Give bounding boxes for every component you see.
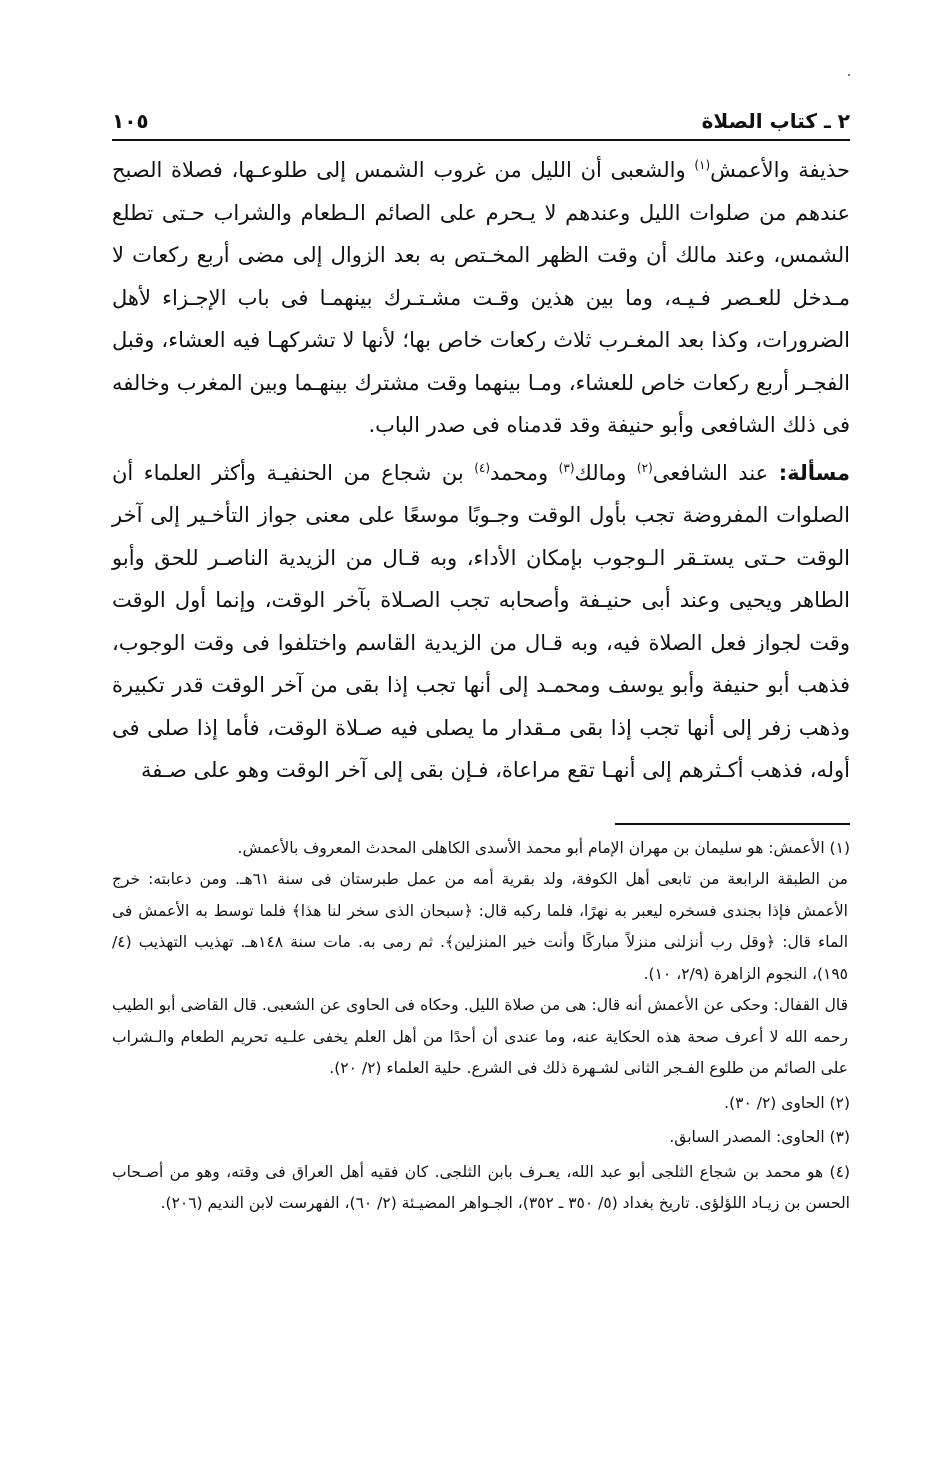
book-page bbox=[112, 95, 850, 1220]
paragraph-2 bbox=[112, 452, 850, 792]
footnote-1-first: (١) الأعمش: هو سليمان بن مهران الإمام أبو محمد الأسدى الكاهلى المحدث المعروف بالأعمش. bbox=[237, 838, 850, 857]
footnote-ref-4: (٤) bbox=[474, 460, 491, 475]
chapter-title: ٢ ـ كتاب الصلاة bbox=[701, 109, 850, 133]
footnote-1-continuation: من الطبقة الرابعة من تابعى أهل الكوفة، ولد بقرية أمه من عمل طبرستان فى سنة ٦١هـ. ومن دعابته: خرج الأعمش فإذا بجندى فسخره ليعبر به نهرًا، فلما ركبه قال: ﴿سبحان الذى سخر لنا هذا﴾ فلما توسط به الأعمش فى الماء قال: ﴿وقل رب أنزلنى منزلاً مباركًا وأنت خير المنزلين﴾. ثم رمى به. مات سنة ١٤٨هـ. تهذيب التهذيب (٤/ ١٩٥)، النجوم الزاهرة (٢/٩، ١٠). bbox=[112, 870, 848, 983]
footnote-ref-3: (٣) bbox=[558, 460, 575, 475]
paragraph-2-text-1: عند الشافعى bbox=[652, 460, 779, 485]
footnote-4-text: (٤) هو محمد بن شجاع الثلجى أبو عبد الله، يعـرف بابن الثلجى. كان فقيه أهل العراق فى وقته، وهو من أصـحاب الحسن بن زيـاد اللؤلؤى. تاريخ بغداد (٥/ ٣٥٠ ـ ٣٥٢)، الجـواهر المضيـئة (٢/ ٦٠)، الفهرست لابن النديم (٢٠٦). bbox=[112, 1162, 850, 1212]
scan-speck bbox=[848, 74, 850, 76]
footnote-2 bbox=[112, 1088, 850, 1120]
footnote-2-text: (٢) الحاوى (٢/ ٣٠). bbox=[724, 1093, 850, 1112]
paragraph-2-text-4: بن شجاع من الحنفيـة وأكثر العلماء أن الصلوات المفروضة تجب بأول الوقت وجـوبًا موسعًا على معنى جواز التأخـير إلى آخر الوقت حـتى يستـقر الـوجوب بإمكان الأداء، وبه قـال من الزيدية الناصـر للحق وأبو الطاهر ويحيى وعند أبى حنيـفة وأصحابه تجب الصـلاة بآخر الوقت، وإنما أول الوقت وقت لجواز فعل الصلاة فيه، وبه قـال من الزيدية القاسم واختلفوا فى وقت الوجوب، فذهب أبو حنيفة وأبو يوسف ومحمـد إلى أنها تجب إذا بقى من آخر الوقت قدر تكبيرة وذهب زفر إلى أنها تجب إذا بقى مـقدار ما يصلى فيه صـلاة الوقت، فأما إذا صلى فى أوله، فذهب أكـثرهم إلى أنهـا تقع مراعاة، فـإن بقى إلى آخر الوقت وهو على صـفة bbox=[112, 460, 850, 782]
main-text bbox=[112, 149, 850, 792]
footnote-1-continuation-2: قال القفال: وحكى عن الأعمش أنه قال: هى من صلاة الليل. وحكاه فى الحاوى عن الشعبى. قال القاضى أبو الطيب رحمه الله لا أعرف صحة هذه الحكاية عنه، وما عندى أن أحدًا من أهل العلم يخفى علـيه تحريم الطعام والـشراب على الصائم من طلوع الفـجر الثانى لشـهرة ذلك فى الشرع. حلية العلماء (٢/ ٢٠). bbox=[112, 996, 848, 1077]
paragraph-2-text-3: ومحمد bbox=[490, 460, 559, 485]
footnote-3 bbox=[112, 1122, 850, 1154]
footnote-separator bbox=[615, 823, 850, 825]
footnote-4 bbox=[112, 1157, 850, 1220]
running-header bbox=[112, 95, 850, 141]
paragraph-2-text-2: ومالك bbox=[574, 460, 637, 485]
footnote-3-text: (٣) الحاوى: المصدر السابق. bbox=[669, 1128, 850, 1146]
paragraph-1-text-2: والشعبى أن الليل من غروب الشمس إلى طلوعـها، فصلاة الصبح عندهم من صلوات الليل وعندهم لا يـحرم على الصائم الـطعام والشراب حـتى تطلع الشمس، وعند مالك أن وقت الظهر المخـتص به بعد الزوال إلى مضى أربع ركعات لا مـدخل للعـصر فـيـه، وما بين هذين وقـت مشـتـرك بينهمـا فى باب الإجـزاء لأهل الضرورات، وكذا بعد المغـرب ثلاث ركعات خاص بها؛ لأنها لا تشركهـا فيه العشاء، وقبل الفجـر أربع ركعات خاص للعشاء، ومـا بينهما وقت مشترك بينهـما وبين المغرب وخالفه فى ذلك الشافعى وأبو حنيفة وقد قدمناه فى صدر الباب. bbox=[112, 158, 850, 437]
issue-label: مسألة: bbox=[778, 460, 851, 485]
page-number: ١٠٥ bbox=[112, 109, 149, 133]
footnote-ref-1: (١) bbox=[694, 158, 711, 172]
footnotes bbox=[112, 833, 850, 1220]
footnote-ref-2: (٢) bbox=[636, 460, 653, 475]
paragraph-1 bbox=[112, 149, 850, 447]
paragraph-1-text-1: حذيفة والأعمش bbox=[710, 158, 850, 182]
footnote-1 bbox=[112, 833, 850, 1085]
